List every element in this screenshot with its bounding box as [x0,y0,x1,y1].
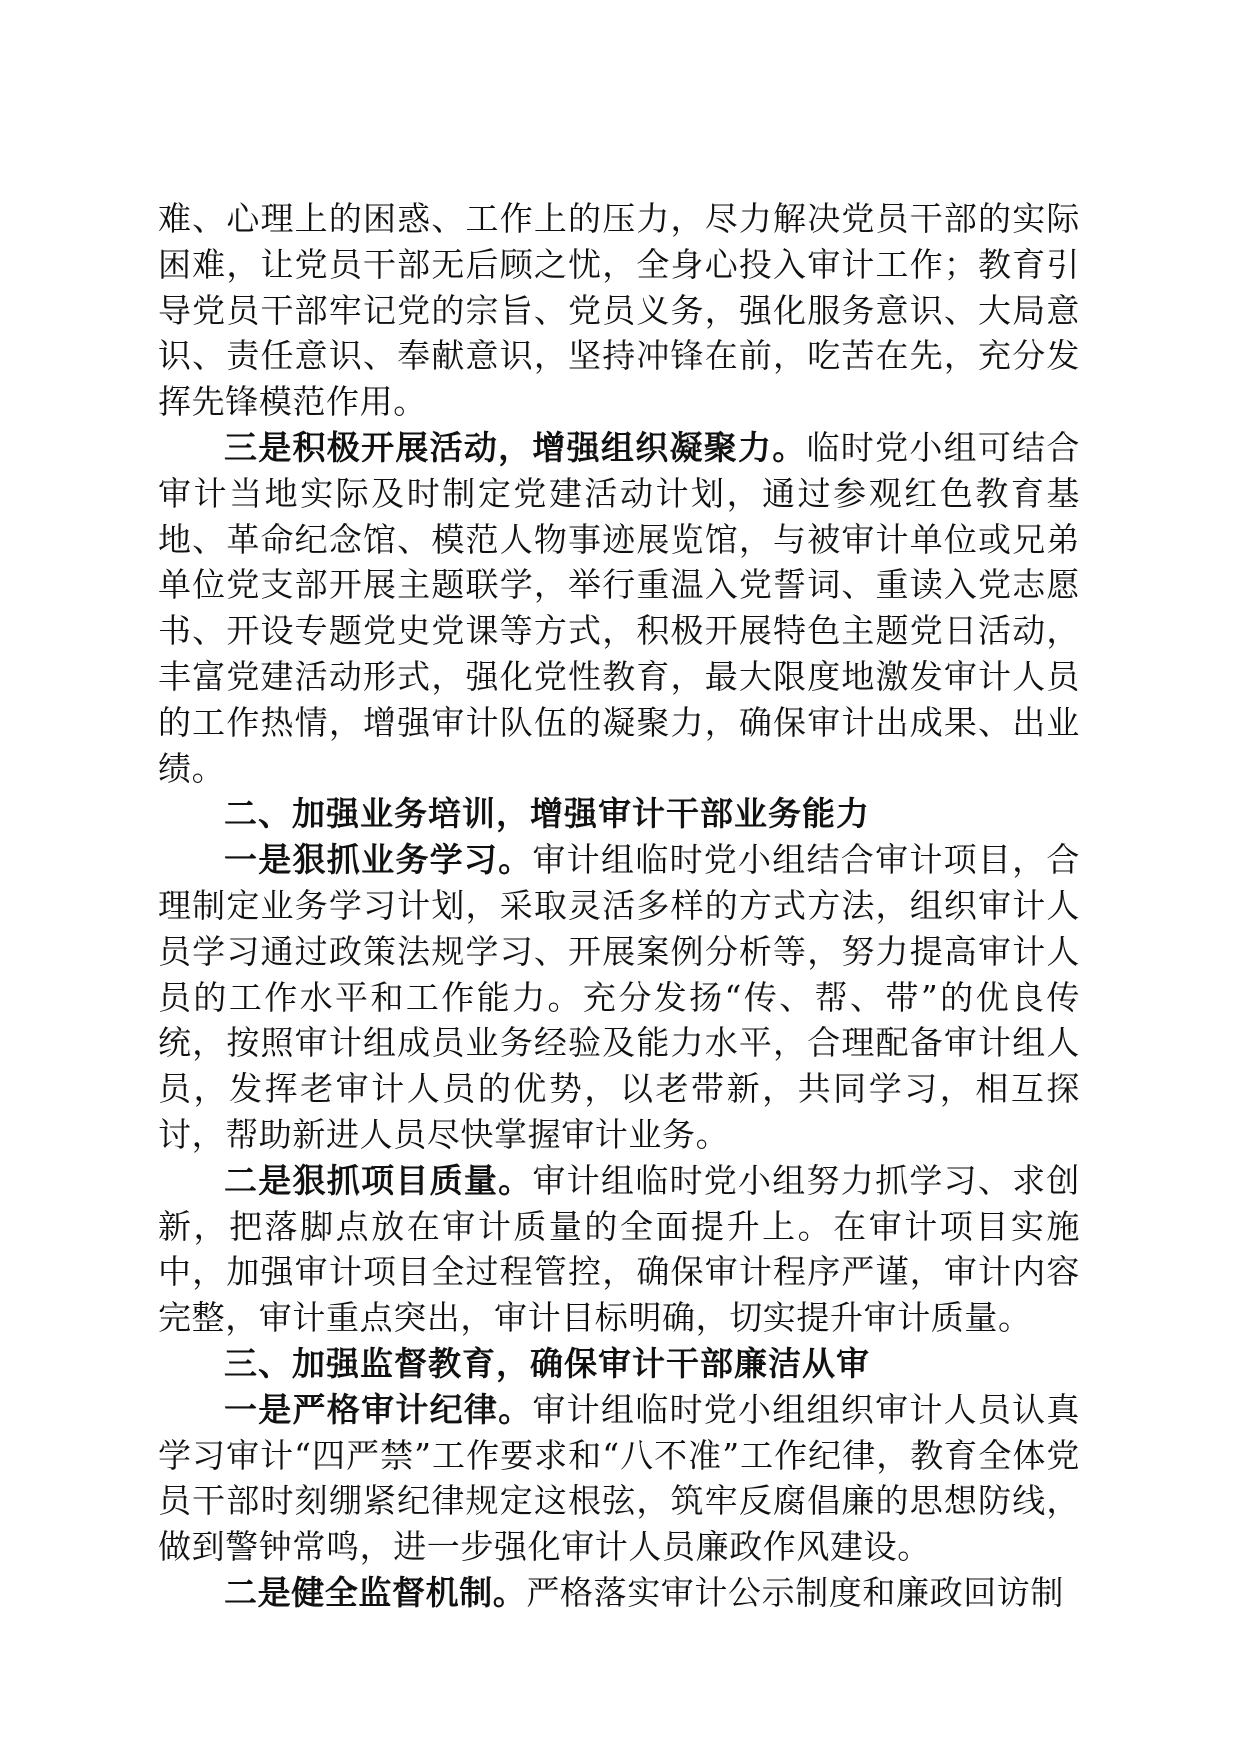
paragraph-point-one-study [158,837,1080,1158]
paragraph-text: 审计组临时党小组努力抓学习、求创新，把落脚点放在审计质量的全面提升上。在审计项目实施中，加强审计项目全过程管控，确保审计程序严谨，审计内容完整，审计重点突出，审计目标明确，切实提升审计质量。 [158,1160,1080,1338]
paragraph-point-three-activities [158,425,1080,791]
paragraph-lead: 一是严格审计纪律。 [224,1389,533,1429]
document-body [158,196,1080,1616]
paragraph-text: 严格落实审计公示制度和廉政回访制 [526,1572,1065,1612]
paragraph-text: 临时党小组可结合审计当地实际及时制定党建活动计划，通过参观红色教育基地、革命纪念馆、模范人物事迹展览馆，与被审计单位或兄弟单位党支部开展主题联学，举行重温入党誓词、重读入党志愿书、开设专题党史党课等方式，积极开展特色主题党日活动，丰富党建活动形式，强化党性教育，最大限度地激发审计人员的工作热情，增强审计队伍的凝聚力，确保审计出成果、出业绩。 [158,427,1080,788]
paragraph-text: 审计组临时党小组组织审计人员认真学习审计“四严禁”工作要求和“八不准”工作纪律，教育全体党员干部时刻绷紧纪律规定这根弦，筑牢反腐倡廉的思想防线，做到警钟常鸣，进一步强化审计人员廉政作风建设。 [158,1389,1080,1567]
paragraph-point-one-discipline [158,1387,1080,1570]
section-heading-two: 二、加强业务培训，增强审计干部业务能力 [224,794,870,834]
paragraph-lead: 二是健全监督机制。 [224,1572,527,1612]
paragraph-lead: 三是积极开展活动，增强组织凝聚力。 [224,427,807,467]
paragraph-continuation [158,196,1080,425]
section-heading-three: 三、加强监督教育，确保审计干部廉洁从审 [224,1343,870,1383]
paragraph-lead: 一是狠抓业务学习。 [224,840,533,880]
paragraph-point-two-quality [158,1158,1080,1341]
paragraph-lead: 二是狠抓项目质量。 [224,1160,533,1200]
paragraph-text: 审计组临时党小组结合审计项目，合理制定业务学习计划，采取灵活多样的方式方法，组织审计人员学习通过政策法规学习、开展案例分析等，努力提高审计人员的工作水平和工作能力。充分发扬“传、帮、带”的优良传统，按照审计组成员业务经验及能力水平，合理配备审计组人员，发挥老审计人员的优势，以老带新，共同学习，相互探讨，帮助新进人员尽快掌握审计业务。 [158,840,1080,1154]
paragraph-point-two-supervision [158,1570,1080,1616]
paragraph-text: 难、心理上的困惑、工作上的压力，尽力解决党员干部的实际困难，让党员干部无后顾之忧，全身心投入审计工作；教育引导党员干部牢记党的宗旨、党员义务，强化服务意识、大局意识、责任意识、奉献意识，坚持冲锋在前，吃苦在先，充分发挥先锋模范作用。 [158,199,1080,422]
